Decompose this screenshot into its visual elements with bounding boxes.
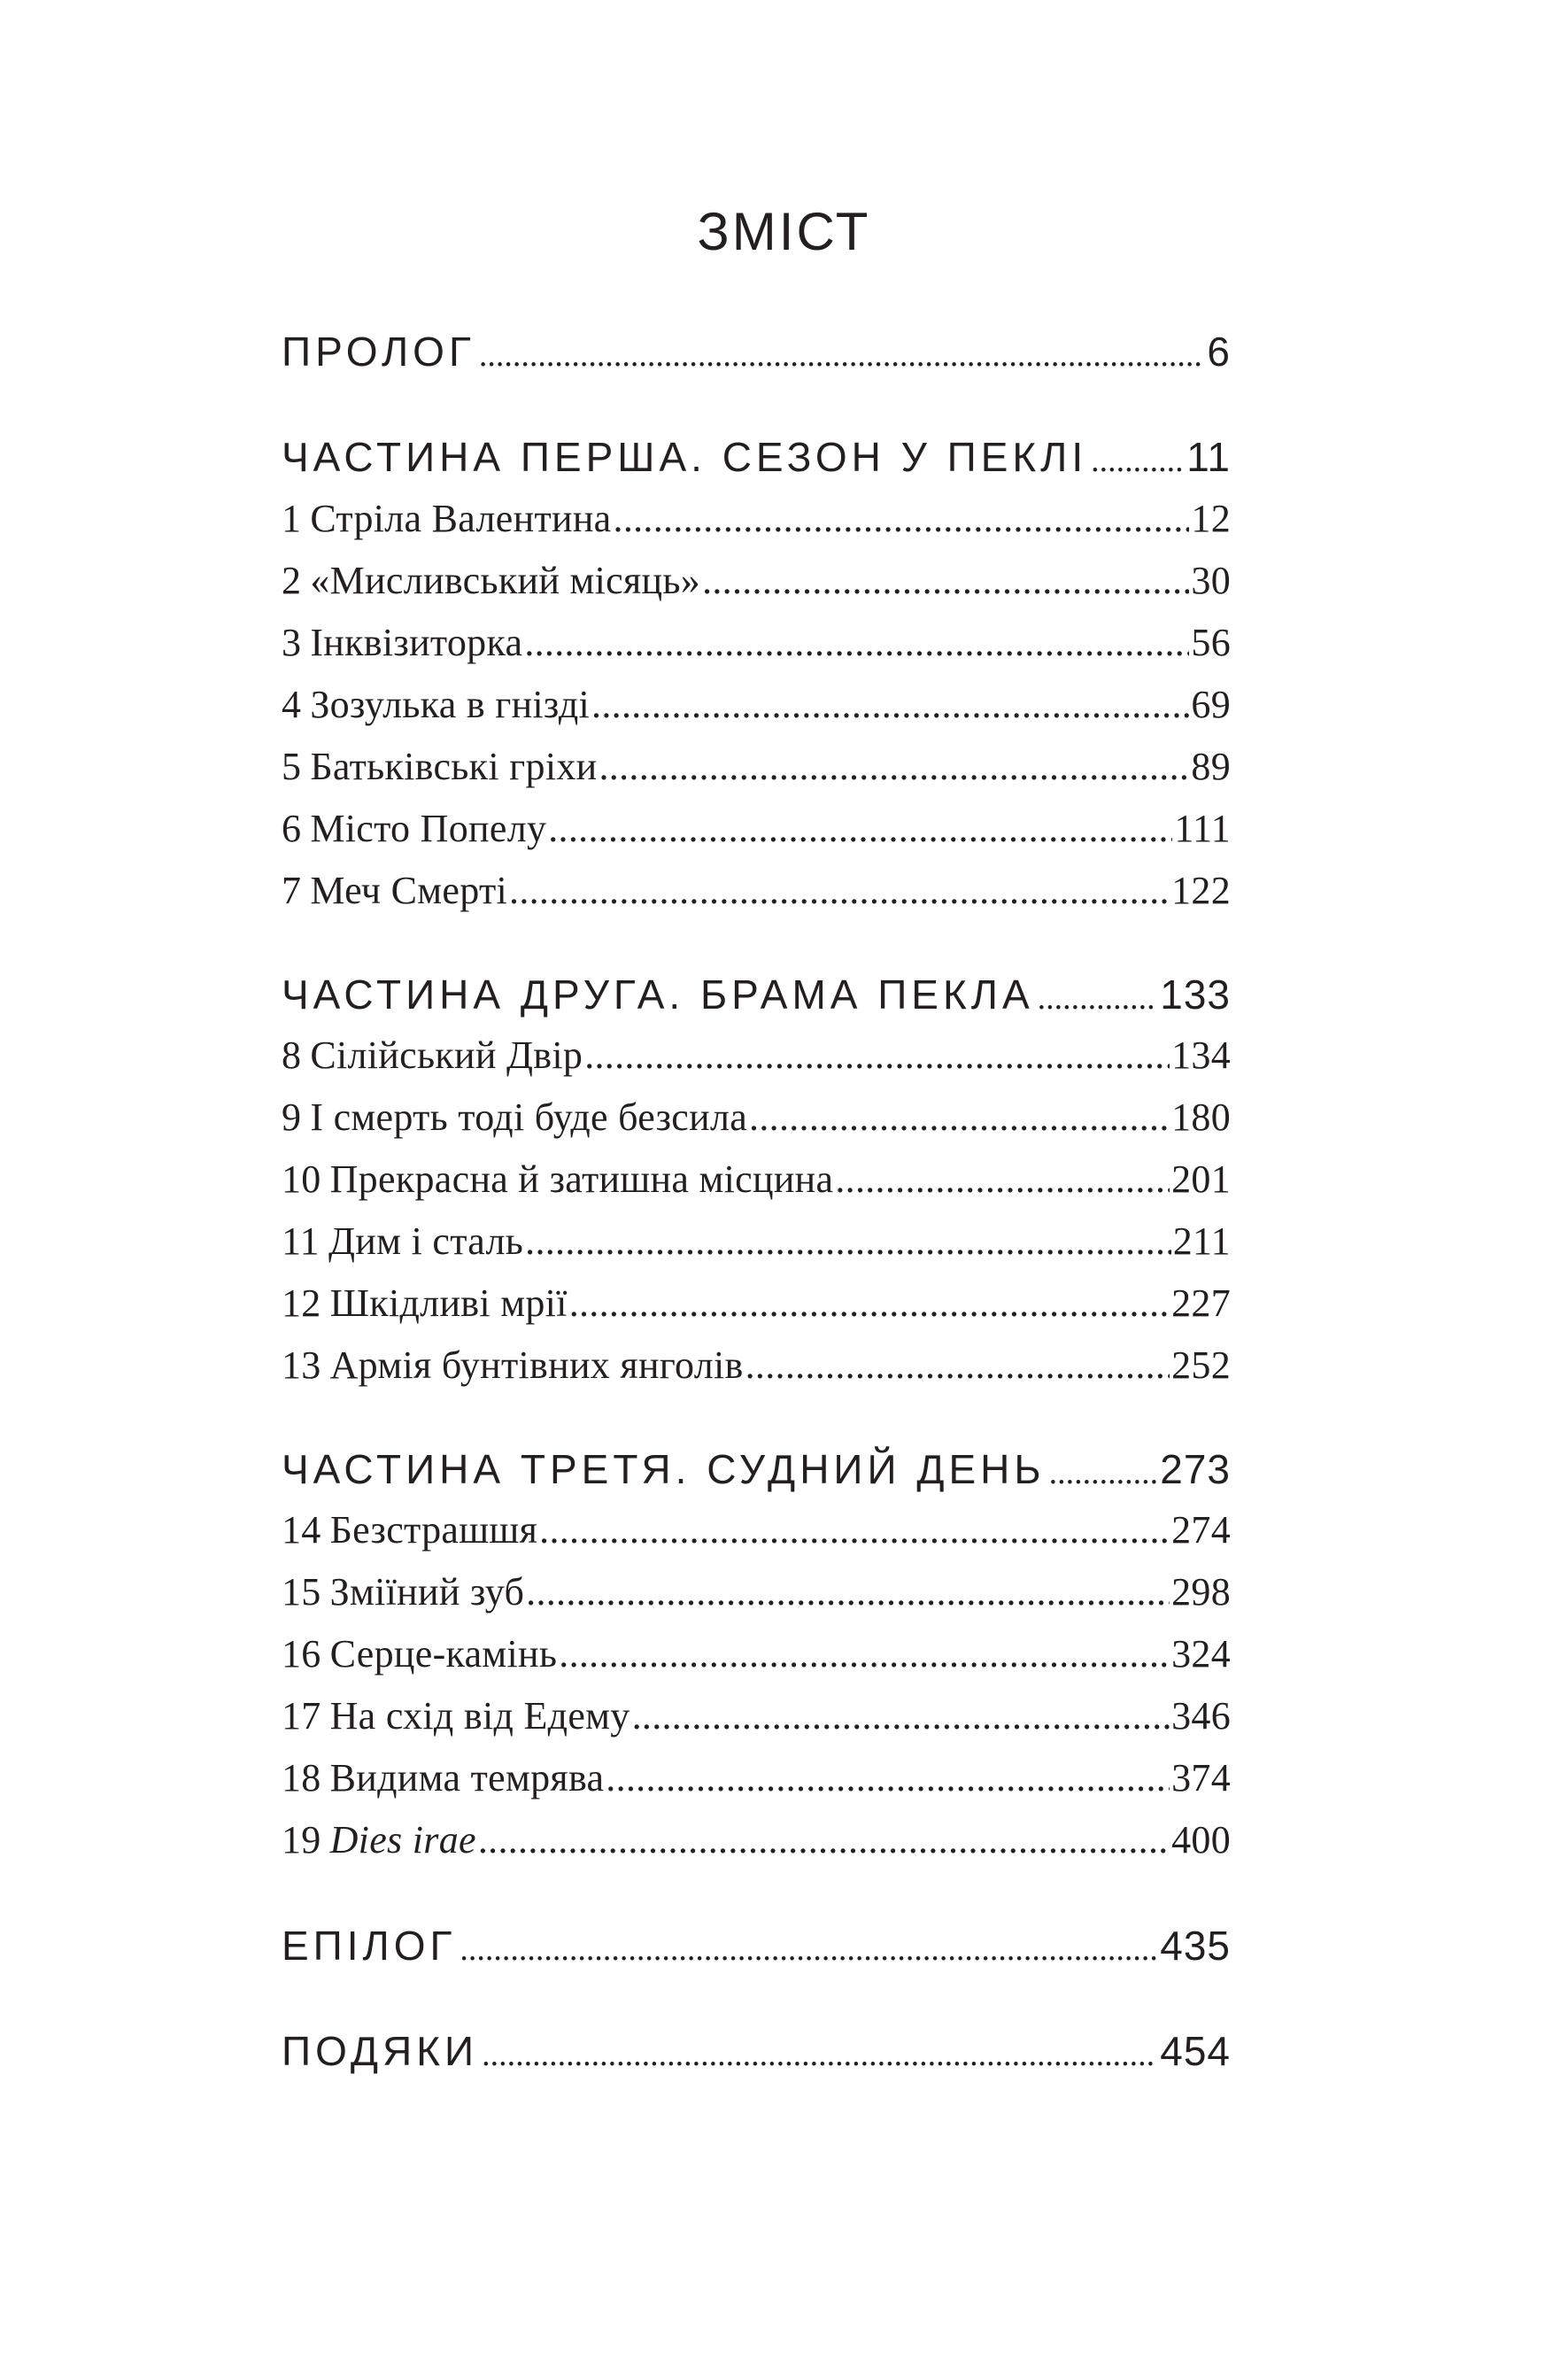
dot-leader <box>632 1693 1170 1738</box>
toc-chapter-page: 180 <box>1171 1095 1231 1139</box>
toc-chapter-label <box>282 1631 557 1676</box>
toc-chapter-number: 12 <box>282 1281 321 1325</box>
toc-chapter-label <box>282 868 507 913</box>
toc-entry-prologue[interactable] <box>282 328 1231 390</box>
toc-chapter[interactable] <box>282 1507 1231 1569</box>
dot-leader <box>460 1930 1156 1969</box>
toc-chapter-number: 17 <box>282 1694 321 1738</box>
toc-part-3[interactable] <box>282 1445 1231 1507</box>
toc-chapter[interactable] <box>282 806 1231 868</box>
dot-leader <box>526 1569 1170 1614</box>
toc-chapter-page: 69 <box>1191 683 1231 726</box>
toc-entry-page: 6 <box>1207 329 1231 375</box>
toc-chapter-number: 4 <box>282 683 302 726</box>
toc-chapter-page: 122 <box>1171 869 1231 912</box>
dot-leader <box>606 1755 1170 1800</box>
toc-chapter-title: Шкідливі мрії <box>329 1281 568 1325</box>
dot-leader <box>749 1095 1170 1140</box>
toc-part-1[interactable] <box>282 433 1231 495</box>
toc-chapter-title: «Мисливський місяць» <box>310 559 701 602</box>
toc-chapter-title: І смерть тоді буде безсила <box>310 1095 748 1139</box>
toc-entry-acknowledgements[interactable] <box>282 2027 1231 2089</box>
toc-chapter-page: 298 <box>1171 1570 1231 1614</box>
toc-chapter-label <box>282 1095 747 1140</box>
toc-chapter-page: 252 <box>1171 1343 1231 1387</box>
toc-chapter-label <box>282 496 612 541</box>
toc-chapter-number: 3 <box>282 621 302 664</box>
toc-entry-epilogue[interactable] <box>282 1922 1231 1984</box>
toc-chapter-page: 134 <box>1171 1033 1231 1077</box>
toc-chapter-page: 89 <box>1191 745 1231 788</box>
toc-chapter-label <box>282 806 546 851</box>
dot-leader <box>482 2035 1156 2074</box>
toc-chapter-number: 1 <box>282 497 302 540</box>
toc-chapter-label <box>282 1569 524 1614</box>
toc-chapter-page: 274 <box>1171 1508 1231 1552</box>
toc-chapter-number: 7 <box>282 869 302 912</box>
toc-chapter[interactable] <box>282 1817 1231 1879</box>
toc-chapter-title: Прекрасна й затишна місцина <box>329 1157 834 1201</box>
toc-chapter[interactable] <box>282 1693 1231 1755</box>
toc-chapter-title: Армія бунтівних янголів <box>329 1343 744 1387</box>
toc-chapter-number: 9 <box>282 1095 302 1139</box>
dot-leader <box>599 744 1190 789</box>
toc-chapter-page: 374 <box>1171 1756 1231 1800</box>
toc-chapter-label <box>282 620 522 665</box>
toc-chapter-number: 15 <box>282 1570 321 1614</box>
toc-chapter-page: 400 <box>1171 1818 1231 1862</box>
toc-entry-page: 435 <box>1160 1923 1231 1969</box>
dot-leader <box>509 868 1170 913</box>
toc-chapter-title: На схід від Едему <box>329 1694 630 1738</box>
toc-chapter-title: Сілійський Двір <box>310 1033 583 1077</box>
toc-chapter-title: Інквізиторка <box>310 621 523 664</box>
toc-chapter-number: 19 <box>282 1818 321 1862</box>
toc-chapter-number: 16 <box>282 1632 321 1676</box>
toc-chapter-page: 227 <box>1171 1281 1231 1325</box>
toc-chapter-title: Місто Попелу <box>310 807 547 850</box>
toc-part-2[interactable] <box>282 971 1231 1033</box>
toc-chapter-label <box>282 682 590 727</box>
toc-chapter[interactable] <box>282 558 1231 620</box>
dot-leader <box>1091 441 1183 480</box>
toc-chapter[interactable] <box>282 1569 1231 1631</box>
toc-chapter[interactable] <box>282 1095 1231 1157</box>
toc-chapter-page: 30 <box>1191 559 1231 602</box>
toc-chapter-number: 2 <box>282 559 302 602</box>
toc-chapter-number: 13 <box>282 1343 321 1387</box>
toc-chapter-title: Dies irae <box>329 1818 476 1862</box>
toc-chapter[interactable] <box>282 1631 1231 1693</box>
toc-part-page: 11 <box>1186 434 1231 480</box>
dot-leader <box>559 1631 1170 1676</box>
toc-part-page: 133 <box>1160 971 1231 1018</box>
toc-chapter-label <box>282 1281 568 1326</box>
dot-leader <box>525 1219 1171 1264</box>
dot-leader <box>614 496 1190 541</box>
toc-chapter[interactable] <box>282 496 1231 558</box>
toc-entry-page: 454 <box>1160 2028 1231 2074</box>
toc-chapter-number: 5 <box>282 745 302 788</box>
toc-chapter-label <box>282 1343 744 1388</box>
toc-chapter[interactable] <box>282 1755 1231 1817</box>
toc-part-label: ЧАСТИНА ТРЕТЯ. СУДНИЙ ДЕНЬ <box>282 1446 1046 1492</box>
toc-chapter-title: Видима темрява <box>329 1756 605 1800</box>
dot-leader <box>591 682 1189 727</box>
toc-chapter[interactable] <box>282 620 1231 682</box>
toc-chapter-title: Меч Смерті <box>310 869 508 912</box>
dot-leader <box>524 620 1189 665</box>
toc-chapter-label <box>282 1157 833 1202</box>
toc-chapter-label <box>282 1755 604 1800</box>
toc-chapter-number: 10 <box>282 1157 321 1201</box>
toc-chapter[interactable] <box>282 744 1231 806</box>
dot-leader <box>745 1343 1170 1388</box>
toc-entry-label: ЕПІЛОГ <box>282 1923 457 1969</box>
dot-leader <box>539 1507 1170 1552</box>
page-title: ЗМІСТ <box>697 202 871 261</box>
dot-leader <box>569 1281 1170 1326</box>
toc-chapter-number: 18 <box>282 1756 321 1800</box>
toc-chapter-number: 8 <box>282 1033 302 1077</box>
toc-chapter[interactable] <box>282 1219 1231 1281</box>
toc-chapter[interactable] <box>282 868 1231 930</box>
toc-chapter-number: 6 <box>282 807 302 850</box>
toc-chapter-page: 201 <box>1171 1157 1231 1201</box>
dot-leader <box>1038 979 1157 1018</box>
toc-chapter[interactable] <box>282 682 1231 744</box>
toc-entry-label: ПРОЛОГ <box>282 329 475 375</box>
dot-leader <box>548 806 1172 851</box>
toc-chapter-page: 211 <box>1172 1219 1231 1263</box>
toc-chapter-title: Безстрашшя <box>329 1508 538 1552</box>
toc-chapter-label <box>282 1033 583 1078</box>
toc-part-label: ЧАСТИНА ПЕРША. СЕЗОН У ПЕКЛІ <box>282 434 1088 480</box>
toc-chapter-label <box>282 1507 537 1552</box>
toc-chapter-title: Серце-камінь <box>329 1632 558 1676</box>
toc-chapter-label <box>282 1219 523 1264</box>
dot-leader <box>1049 1453 1157 1492</box>
toc-chapter-page: 346 <box>1171 1694 1231 1738</box>
toc-chapter[interactable] <box>282 1343 1231 1405</box>
toc-part-page: 273 <box>1160 1446 1231 1492</box>
dot-leader <box>584 1033 1170 1078</box>
dot-leader <box>479 336 1204 375</box>
toc-part-label: ЧАСТИНА ДРУГА. БРАМА ПЕКЛА <box>282 971 1034 1018</box>
dot-leader <box>478 1817 1170 1862</box>
toc-chapter-label <box>282 1693 630 1738</box>
toc-chapter-number: 14 <box>282 1508 321 1552</box>
toc-chapter[interactable] <box>282 1157 1231 1219</box>
toc-chapter-page: 324 <box>1171 1632 1231 1676</box>
toc-chapter-title: Зміїний зуб <box>329 1570 525 1614</box>
toc-chapter-label <box>282 558 700 603</box>
toc-chapter[interactable] <box>282 1281 1231 1343</box>
toc-chapter-title: Зозулька в гнізді <box>310 683 591 726</box>
toc-chapter-label <box>282 744 598 789</box>
dot-leader <box>702 558 1189 603</box>
toc-chapter-page: 56 <box>1191 621 1231 664</box>
toc-chapter-title: Батьківські гріхи <box>310 745 598 788</box>
toc-chapter-title: Дим і сталь <box>328 1219 524 1263</box>
toc-entry-label: ПОДЯКИ <box>282 2028 479 2074</box>
toc-chapter-label <box>282 1817 476 1862</box>
dot-leader <box>835 1157 1170 1202</box>
toc-chapter[interactable] <box>282 1033 1231 1095</box>
toc-chapter-page: 12 <box>1191 497 1231 540</box>
toc-chapter-number: 11 <box>282 1219 320 1263</box>
toc-chapter-title: Стріла Валентина <box>310 497 612 540</box>
toc-chapter-page: 111 <box>1174 807 1231 850</box>
